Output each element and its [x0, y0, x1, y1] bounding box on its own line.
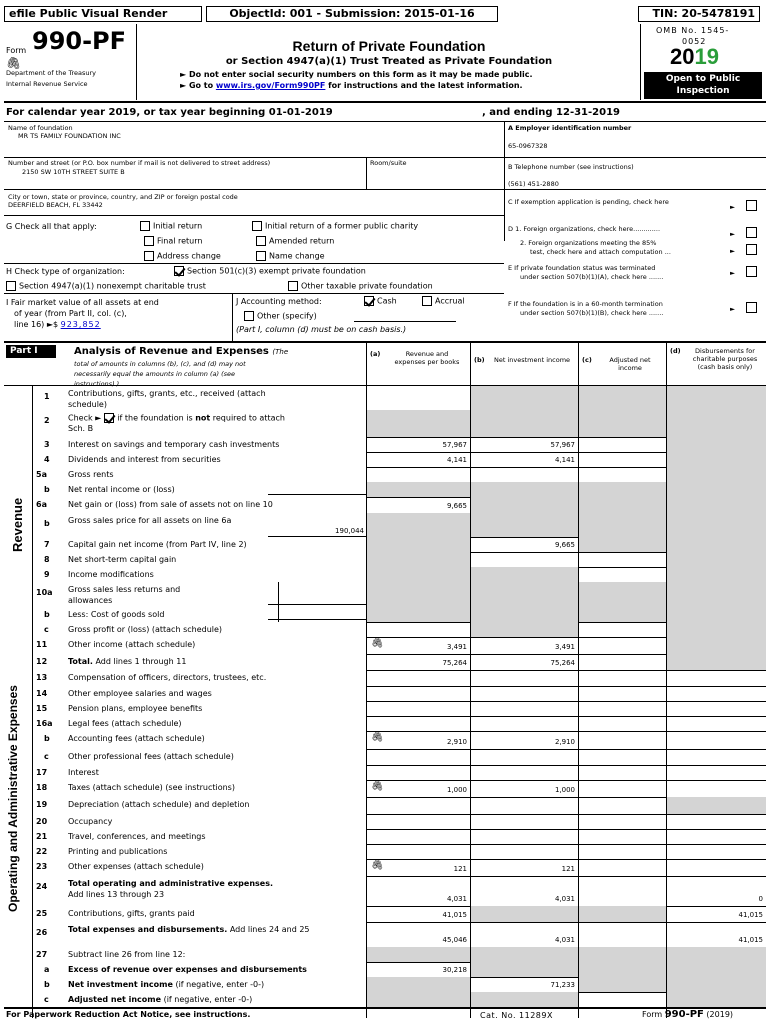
line-number: 2	[44, 416, 50, 425]
line-number: b	[44, 519, 50, 528]
shaded-cell	[667, 482, 766, 497]
value-col-a: 9,665	[446, 502, 467, 510]
line-label: Capital gain net income (from Part IV, line 2)	[68, 540, 247, 549]
value-col-a: 4,031	[446, 895, 467, 903]
name-label: Name of foundation	[8, 124, 73, 132]
col-c-tag: (c)	[582, 356, 592, 364]
value-col-a: 75,264	[442, 659, 467, 667]
value-col-a: 4,141	[446, 456, 467, 464]
g-name-change[interactable]: Name change	[256, 251, 325, 262]
part1-desc2: necessarily equal the amounts in column (a) (see	[74, 370, 236, 378]
shaded-cell	[667, 607, 766, 622]
i-label-3: line 16) ►$ 923,852	[14, 320, 101, 329]
c-label: C If exemption application is pending, check here	[508, 198, 669, 206]
d1-checkbox[interactable]	[746, 227, 757, 238]
g-amended-return[interactable]: Amended return	[256, 236, 334, 247]
j-accrual[interactable]: Accrual	[422, 296, 465, 307]
e-label-2: under section 507(b)(1)(A), check here .......	[520, 273, 664, 281]
line-number: b	[44, 485, 50, 494]
h-label: H Check type of organization:	[6, 267, 125, 276]
line-number: 11	[36, 640, 48, 649]
revenue-side-label: Revenue	[10, 497, 25, 552]
value-col-b: 71,233	[550, 981, 575, 989]
shaded-cell	[667, 654, 766, 670]
shaded-cell	[471, 567, 578, 582]
shaded-cell	[667, 977, 766, 992]
shaded-cell	[667, 513, 766, 537]
efile-banner: efile Public Visual Render	[4, 6, 202, 22]
shaded-cell	[667, 637, 766, 654]
line-number: 5a	[36, 470, 47, 479]
value-col-b: 9,665	[554, 541, 575, 549]
line-label: Total expenses and disbursements. Add lines 24 and 25	[68, 925, 310, 934]
line-number: 8	[44, 555, 50, 564]
line-label: Adjusted net income (if negative, enter -0-)	[68, 995, 253, 1004]
shaded-cell	[471, 410, 578, 437]
value-col-a: 1,000	[446, 786, 467, 794]
shaded-cell	[367, 537, 470, 552]
footer-paperwork: For Paperwork Reduction Act Notice, see instructions.	[6, 1010, 251, 1019]
col-d-header: Disbursements for charitable purposes (cash basis only)	[692, 347, 758, 371]
form-title: Return of Private Foundation	[292, 38, 486, 54]
line-number: 12	[36, 657, 48, 666]
shaded-cell	[579, 482, 666, 497]
shaded-cell	[667, 410, 766, 437]
shaded-cell	[367, 482, 470, 497]
open-public-2: Inspection	[676, 86, 730, 96]
shaded-cell	[367, 513, 470, 537]
shaded-cell	[471, 497, 578, 513]
f-label-2: under section 507(b)(1)(B), check here .......	[520, 309, 664, 317]
line-number: 6a	[36, 500, 47, 509]
line-number: 20	[36, 817, 48, 826]
c-checkbox[interactable]	[746, 200, 757, 211]
part1-tag: Part I	[10, 346, 38, 356]
shaded-cell	[367, 410, 470, 437]
line-label: Income modifications	[68, 570, 154, 579]
line-number: b	[44, 610, 50, 619]
h-4947[interactable]: Section 4947(a)(1) nonexempt charitable trust	[6, 281, 206, 292]
dept-line1: Department of the Treasury	[6, 69, 97, 77]
shaded-cell	[367, 992, 470, 1007]
part1-title: Analysis of Revenue and Expenses (The	[74, 346, 289, 357]
line-label: Total. Add lines 1 through 11	[68, 657, 187, 666]
shaded-cell	[667, 992, 766, 1007]
line-number: 7	[44, 540, 50, 549]
j-other[interactable]: Other (specify)	[244, 311, 317, 322]
object-id-banner: ObjectId: 001 - Submission: 2015-01-16	[206, 6, 498, 22]
g-initial-former[interactable]: Initial return of a former public charity	[252, 221, 418, 232]
line-label: Other expenses (attach schedule)	[68, 862, 204, 871]
line-label: Interest	[68, 768, 99, 777]
shaded-cell	[579, 607, 666, 622]
calendar-begin: For calendar year 2019, or tax year beginning 01-01-2019	[6, 107, 333, 118]
shaded-cell	[579, 977, 666, 992]
g-final-return[interactable]: Final return	[144, 236, 202, 247]
shaded-cell	[667, 386, 766, 410]
line-label: Printing and publications	[68, 847, 168, 856]
value-col-b: 3,491	[554, 643, 575, 651]
line-label-cont: allowances	[68, 596, 113, 605]
city-value: DEERFIELD BEACH, FL 33442	[8, 201, 103, 209]
line-label: Net gain or (loss) from sale of assets not on line 10	[68, 500, 273, 509]
value-col-b: 75,264	[550, 659, 575, 667]
shaded-cell	[471, 607, 578, 622]
sch-b-checkbox[interactable]	[104, 413, 114, 423]
col-a-tag: (a)	[370, 350, 381, 358]
shaded-cell	[471, 386, 578, 410]
line-number: 23	[36, 862, 48, 871]
shaded-cell	[667, 497, 766, 513]
shaded-cell	[471, 582, 578, 607]
shaded-cell	[667, 452, 766, 467]
value-col-a: 121	[453, 865, 467, 873]
shaded-cell	[579, 947, 666, 962]
value-col-a: 30,218	[442, 966, 467, 974]
street-value: 2150 SW 10TH STREET SUITE B	[22, 168, 125, 176]
e-label-1: E If private foundation status was terminated	[508, 264, 656, 272]
omb-number: OMB No. 1545-	[656, 26, 730, 35]
col-a-header: Revenue and expenses per books	[394, 350, 460, 366]
line-number: 16a	[36, 719, 53, 728]
value-col-a: 45,046	[442, 936, 467, 944]
shaded-cell	[471, 962, 578, 977]
shaded-cell	[367, 567, 470, 582]
j-note: (Part I, column (d) must be on cash basis.)	[236, 325, 407, 334]
col-b-header: Net investment income	[493, 356, 571, 364]
line-label: Less: Cost of goods sold	[68, 610, 165, 619]
d1-label: D 1. Foreign organizations, check here.............	[508, 225, 661, 233]
paperclip-icon: 🖇	[6, 56, 22, 70]
tin-banner: TIN: 20-5478191	[638, 6, 760, 22]
line-label: Accounting fees (attach schedule)	[68, 734, 205, 743]
shaded-cell	[579, 497, 666, 513]
value-col-b: 4,031	[554, 895, 575, 903]
value-col-a: 3,491	[446, 643, 467, 651]
g-initial-return[interactable]: Initial return	[140, 221, 202, 232]
line-label-cont: Sch. B	[68, 424, 94, 433]
shaded-cell	[579, 962, 666, 977]
shaded-cell	[667, 537, 766, 552]
line-number: 13	[36, 673, 48, 682]
attachment-icon[interactable]: 🖇	[371, 860, 384, 871]
f-checkbox[interactable]	[746, 302, 757, 313]
line-label: Pension plans, employee benefits	[68, 704, 203, 713]
attachment-icon[interactable]: 🖇	[371, 732, 384, 743]
value-col-a: 57,967	[442, 441, 467, 449]
col-c-header: Adjusted net income	[609, 356, 651, 372]
line-label: Other employee salaries and wages	[68, 689, 212, 698]
attachment-icon[interactable]: 🖇	[371, 638, 384, 649]
form-number: 990-PF	[32, 27, 127, 55]
shaded-cell	[579, 513, 666, 537]
shaded-cell	[667, 947, 766, 962]
form-word: Form	[6, 46, 27, 55]
line-label: Contributions, gifts, grants, etc., received (attach	[68, 389, 266, 398]
h-other-taxable[interactable]: Other taxable private foundation	[288, 281, 433, 292]
shaded-cell	[667, 567, 766, 582]
line-label: Net rental income or (loss)	[68, 485, 175, 494]
shaded-cell	[471, 482, 578, 497]
foundation-name: MR TS FAMILY FOUNDATION INC	[18, 132, 121, 140]
line-label: Other professional fees (attach schedule)	[68, 752, 234, 761]
line-label: Excess of revenue over expenses and disbursements	[68, 965, 307, 974]
line-label: Interest on savings and temporary cash investments	[68, 440, 280, 449]
line-number: 19	[36, 800, 48, 809]
line-number: 21	[36, 832, 48, 841]
omb-number-2: 0052	[682, 37, 707, 46]
j-cash[interactable]: Cash	[364, 296, 397, 307]
shaded-cell	[579, 906, 666, 922]
e-checkbox[interactable]	[746, 266, 757, 277]
value-col-b: 1,000	[554, 786, 575, 794]
g-label: G Check all that apply:	[6, 222, 97, 231]
line-number: 3	[44, 440, 50, 449]
shaded-cell	[367, 582, 470, 607]
shaded-cell	[471, 992, 578, 1007]
shaded-cell	[471, 906, 578, 922]
line-number: c	[44, 995, 49, 1004]
value-col-b: 121	[561, 865, 575, 873]
line-label: Total operating and administrative expenses.	[68, 879, 273, 888]
instr-link-line: ► Go to www.irs.gov/Form990PF for instructions and the latest information.	[180, 81, 523, 90]
ein-value: 65-0967328	[508, 142, 548, 150]
line-number: 25	[36, 909, 48, 918]
shaded-cell	[667, 622, 766, 637]
shaded-cell	[471, 947, 578, 962]
shaded-cell	[367, 947, 470, 962]
line-label: Subtract line 26 from line 12:	[68, 950, 186, 959]
line-number: 24	[36, 882, 48, 891]
value-col-b: 4,141	[554, 456, 575, 464]
value-col-b: 2,910	[554, 738, 575, 746]
shaded-cell	[367, 552, 470, 567]
j-label: J Accounting method:	[236, 297, 322, 306]
footer-cat: Cat. No. 11289X	[480, 1011, 553, 1020]
h-501c3[interactable]: Section 501(c)(3) exempt private foundation	[174, 266, 366, 277]
value-col-a: 41,015	[442, 911, 467, 919]
line-label: Compensation of officers, directors, trustees, etc.	[68, 673, 267, 682]
phone-value: (561) 451-2880	[508, 180, 559, 188]
shaded-cell	[367, 977, 470, 992]
shaded-cell	[471, 513, 578, 537]
shaded-cell	[667, 962, 766, 977]
street-label: Number and street (or P.O. box number if mail is not delivered to street address)	[8, 159, 271, 167]
line-number: 1	[44, 392, 50, 401]
line-number: 10a	[36, 588, 53, 597]
shaded-cell	[579, 386, 666, 410]
i-label-1: I Fair market value of all assets at end	[6, 298, 159, 307]
line-label: Gross sales less returns and	[68, 585, 181, 594]
d2-checkbox[interactable]	[746, 244, 757, 255]
open-public-1: Open to Public	[665, 74, 741, 84]
part1-desc1: total of amounts in columns (b), (c), and (d) may not	[74, 360, 246, 368]
line-number: c	[44, 752, 49, 761]
part1-desc3: instructions).)	[74, 380, 120, 388]
line-label: Occupancy	[68, 817, 113, 826]
line-label: Gross profit or (loss) (attach schedule)	[68, 625, 223, 634]
line-number: b	[44, 734, 50, 743]
dept-line2: Internal Revenue Service	[6, 80, 88, 88]
line-number: b	[44, 980, 50, 989]
line-label: Dividends and interest from securities	[68, 455, 221, 464]
fmv-value[interactable]: 923,852	[60, 320, 101, 329]
line-number: 9	[44, 570, 50, 579]
shaded-cell	[667, 797, 766, 814]
shaded-cell	[667, 552, 766, 567]
line-label: Depreciation (attach schedule) and depletion	[68, 800, 250, 809]
i-label-2: of year (from Part II, col. (c),	[14, 309, 127, 318]
tax-year: 2019	[670, 44, 719, 69]
col-d-tag: (d)	[670, 347, 681, 355]
d2-label-a: 2. Foreign organizations meeting the 85%	[520, 239, 657, 247]
line-label: Net investment income (if negative, enter -0-)	[68, 980, 265, 989]
footer-form: Form 990-PF (2019)	[642, 1009, 734, 1020]
instr-ssn: ► Do not enter social security numbers on this form as it may be made public.	[180, 70, 533, 79]
attachment-icon[interactable]: 🖇	[371, 781, 384, 792]
value-col-b: 4,031	[554, 936, 575, 944]
line-number: c	[44, 625, 49, 634]
shaded-cell	[667, 582, 766, 607]
value-col-d: 41,015	[738, 911, 763, 919]
irs-link[interactable]: www.irs.gov/Form990PF	[215, 81, 326, 90]
calendar-end: , and ending 12-31-2019	[482, 107, 620, 118]
shaded-cell	[667, 467, 766, 482]
line-number: 15	[36, 704, 48, 713]
line-number: 22	[36, 847, 48, 856]
line-label: Legal fees (attach schedule)	[68, 719, 182, 728]
line-label: Gross sales price for all assets on line 6a	[68, 516, 232, 525]
city-label: City or town, state or province, country, and ZIP or foreign postal code	[8, 193, 238, 201]
shaded-cell	[471, 622, 578, 637]
ein-label: A Employer identification number	[508, 124, 632, 132]
line-number: a	[44, 965, 50, 974]
line-label: Taxes (attach schedule) (see instructions)	[68, 783, 235, 792]
line-label: Other income (attach schedule)	[68, 640, 196, 649]
shaded-cell	[579, 410, 666, 437]
line-number: 4	[44, 455, 50, 464]
line-number: 17	[36, 768, 48, 777]
value-col-d: 41,015	[738, 936, 763, 944]
shaded-cell	[367, 607, 470, 622]
line-label: Travel, conferences, and meetings	[68, 832, 206, 841]
line-label: Contributions, gifts, grants paid	[68, 909, 195, 918]
phone-label: B Telephone number (see instructions)	[508, 163, 634, 171]
value-col-a: 2,910	[446, 738, 467, 746]
line-number: 18	[36, 783, 48, 792]
shaded-cell	[579, 537, 666, 552]
line-label: Net short-term capital gain	[68, 555, 177, 564]
line-number: 27	[36, 950, 48, 959]
shaded-cell	[667, 437, 766, 452]
shaded-cell	[579, 582, 666, 607]
line-number: 26	[36, 928, 48, 937]
line-label-cont: schedule)	[68, 400, 107, 409]
value-col-b: 57,967	[550, 441, 575, 449]
f-label-1: F If the foundation is in a 60-month termination	[508, 300, 663, 308]
col-b-tag: (b)	[474, 356, 485, 364]
value-col-d: 0	[758, 895, 763, 903]
room-label: Room/suite	[370, 159, 407, 167]
form-subtitle: or Section 4947(a)(1) Trust Treated as Private Foundation	[225, 56, 553, 67]
d2-label-b: test, check here and attach computation ...	[530, 248, 671, 256]
line-label-cont: Add lines 13 through 23	[68, 890, 165, 899]
gross-sales-value: 190,044	[335, 527, 364, 535]
line-label: Check ► if the foundation is not required to attach	[68, 413, 285, 423]
expenses-side-label: Operating and Administrative Expenses	[6, 685, 20, 912]
line-label: Gross rents	[68, 470, 114, 479]
g-address-change[interactable]: Address change	[144, 251, 221, 262]
line-number: 14	[36, 689, 48, 698]
